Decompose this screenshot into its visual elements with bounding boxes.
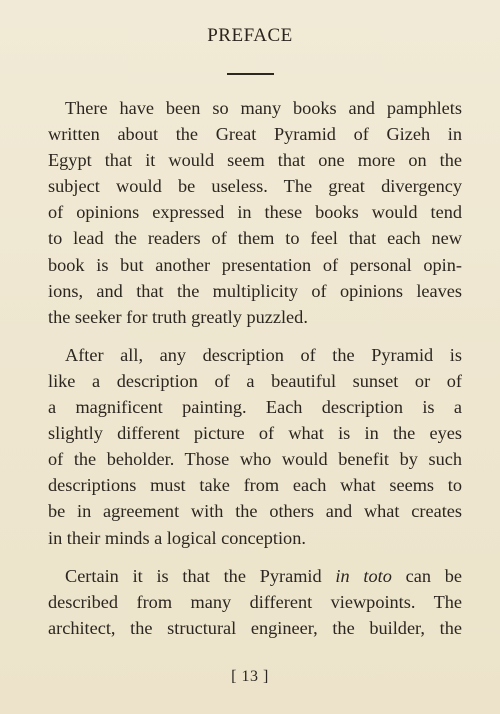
paragraph-1: [48, 95, 462, 330]
page-heading: PREFACE: [207, 25, 293, 46]
text-line: described from many different viewpoints. The: [48, 591, 462, 612]
paragraph-3: [48, 563, 462, 641]
text-line: slightly different picture of what is in the eyes: [48, 423, 462, 444]
text-line: the seeker for truth greatly puzzled.: [48, 306, 308, 327]
text-line: There have been so many books and pamphlets: [65, 98, 462, 118]
text-line: in their minds a logical conception.: [48, 527, 306, 548]
paragraph-2: [48, 342, 462, 551]
text-segment: can be: [405, 565, 462, 586]
text-line: to lead the readers of them to feel that each new: [48, 228, 462, 249]
text-line: subject would be useless. The great divergency: [48, 176, 462, 197]
text-line: written about the Great Pyramid of Gizeh in: [48, 124, 462, 145]
text-line: like a description of a beautiful sunset or of: [48, 370, 462, 391]
text-segment: Certain it is that the Pyramid: [65, 565, 322, 586]
text-line: [48, 563, 462, 589]
text-line: Egypt that it would seem that one more on the: [48, 150, 462, 171]
text-line: a magnificent painting. Each description is a: [48, 397, 462, 418]
text-line: be in agreement with the others and what creates: [48, 501, 462, 522]
text-line: descriptions must take from each what seems to: [48, 475, 462, 496]
preface-body: [48, 95, 462, 653]
heading-rule: [227, 73, 274, 75]
text-line: of opinions expressed in these books would tend: [48, 202, 462, 223]
text-line: After all, any description of the Pyramid is: [65, 344, 462, 365]
italic-phrase: in toto: [335, 565, 392, 586]
text-line: architect, the structural engineer, the builder, the: [48, 617, 462, 638]
page-number: [ 13 ]: [231, 668, 269, 685]
text-line: of the beholder. Those who would benefit by such: [48, 449, 462, 470]
text-line: ions, and that the multiplicity of opinions leaves: [48, 280, 462, 301]
text-line: book is but another presentation of personal opin-: [48, 254, 462, 275]
